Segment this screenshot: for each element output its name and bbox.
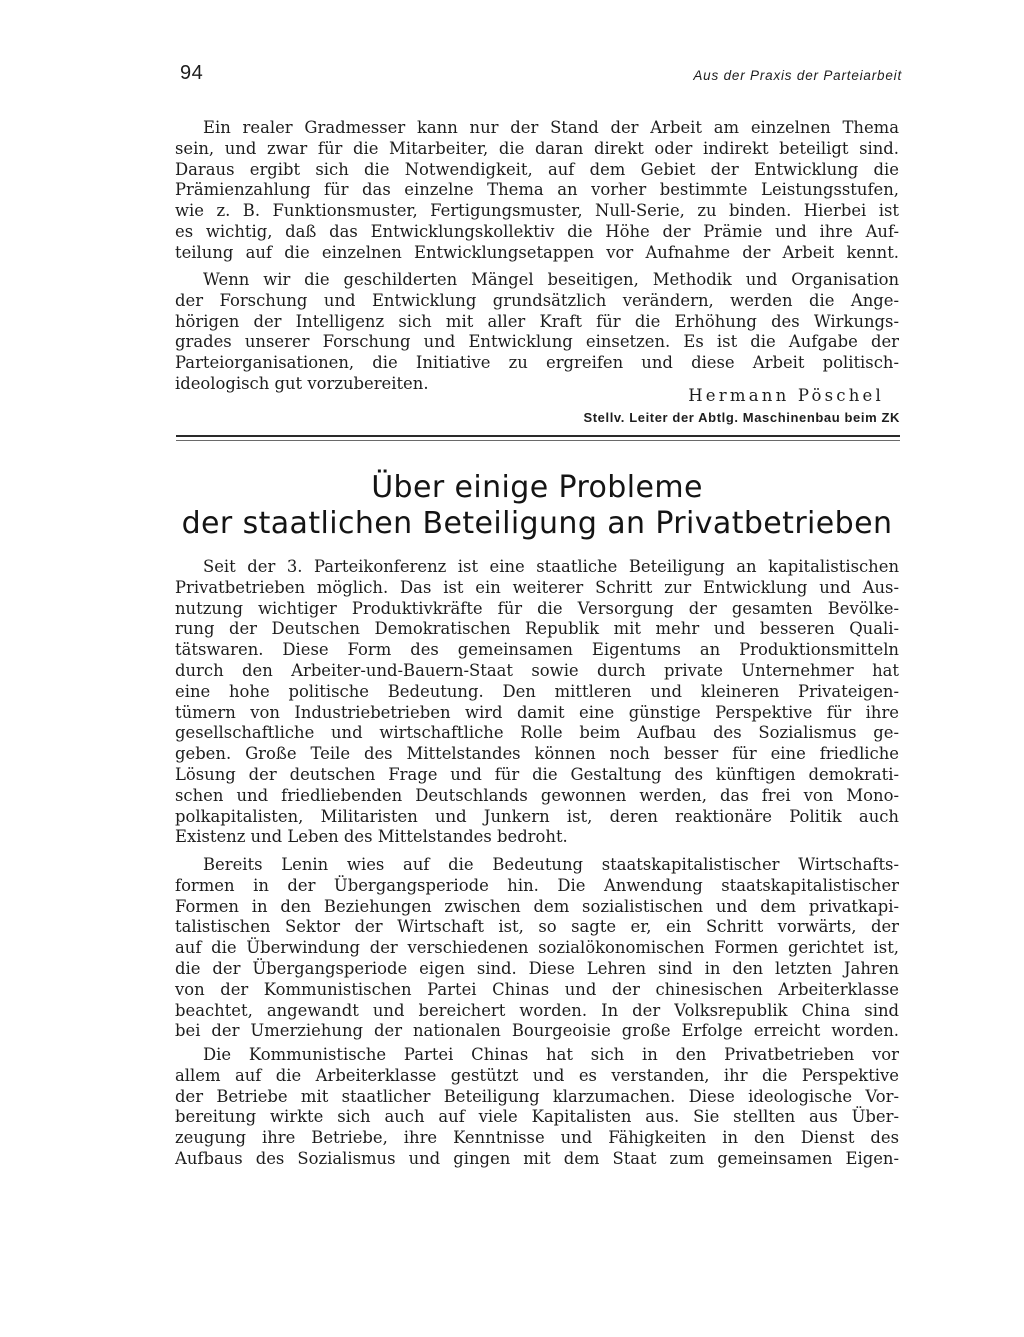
text-line: teilung auf die einzelnen Entwicklungsetappen vor Aufnahme der Arbeit kennt.	[175, 242, 899, 262]
article2-paragraph-3	[175, 1045, 899, 1170]
text-line: nutzung wichtiger Produktivkräfte für die Versorgung der gesamten Bevölke-	[175, 598, 899, 618]
text-line: die der Übergangsperiode eigen sind. Diese Lehren sind in den letzten Jahren	[175, 958, 899, 978]
text-line: der Forschung und Entwicklung grundsätzlich verändern, werden die Ange-	[175, 290, 899, 310]
text-line: Wenn wir die geschilderten Mängel beseitigen, Methodik und Organisation	[203, 270, 899, 289]
text-line: gesellschaftliche und wirtschaftliche Rolle beim Aufbau des Sozialismus ge-	[175, 723, 899, 743]
text-line: Formen in den Beziehungen zwischen dem sozialistischen und dem privatkapi-	[175, 896, 899, 916]
text-line: Seit der 3. Parteikonferenz ist eine staatliche Beteiligung an kapitalistischen	[203, 557, 899, 576]
text-line: zeugung ihre Betriebe, ihre Kenntnisse und Fähigkeiten in den Dienst des	[175, 1128, 899, 1148]
text-line: Prämienzahlung für das einzelne Thema an vorher bestimmte Leistungsstufen,	[175, 180, 899, 200]
text-line: grades unserer Forschung und Entwicklung einsetzen. Es ist die Aufgabe der	[175, 332, 899, 352]
text-line: tätswaren. Diese Form des gemeinsamen Eigentums an Produktionsmitteln	[175, 640, 899, 660]
text-line: allem auf die Arbeiterklasse gestützt und es verstanden, ihr die Perspektive	[175, 1065, 899, 1085]
text-line: Daraus ergibt sich die Notwendigkeit, auf dem Gebiet der Entwicklung die	[175, 159, 899, 179]
running-head: Aus der Praxis der Parteiarbeit	[693, 68, 902, 83]
text-line: polkapitalisten, Militaristen und Junkern ist, deren reaktionäre Politik auch	[175, 806, 899, 826]
article-title-line-2: der staatlichen Beteiligung an Privatbetrieben	[181, 506, 893, 541]
text-line: es wichtig, daß das Entwicklungskollektiv die Höhe der Prämie und ihre Auf-	[175, 221, 899, 241]
text-line: Die Kommunistische Partei Chinas hat sich in den Privatbetrieben vor	[203, 1045, 899, 1064]
article1-paragraph-2	[175, 270, 899, 395]
text-line: wie z. B. Funktionsmuster, Fertigungsmuster, Null-Serie, zu binden. Hierbei ist	[175, 201, 899, 221]
text-line: bei der Umerziehung der nationalen Bourgeoisie große Erfolge erreicht worden.	[175, 1021, 899, 1041]
text-line: ideologisch gut vorzubereiten.	[175, 373, 429, 393]
text-line: Lösung der deutschen Frage und für die Gestaltung des künftigen demokrati-	[175, 764, 899, 784]
text-line: Aufbaus des Sozialismus und gingen mit dem Staat zum gemeinsamen Eigen-	[175, 1148, 899, 1168]
text-line: talistischen Sektor der Wirtschaft ist, so sagte er, ein Schritt vorwärts, der	[175, 917, 899, 937]
text-line: Bereits Lenin wies auf die Bedeutung staatskapitalistischer Wirtschafts-	[203, 855, 899, 874]
text-line: Existenz und Leben des Mittelstandes bedroht.	[175, 827, 568, 847]
text-line: der Betriebe mit staatlicher Beteiligung klarzumachen. Diese ideologische Vor-	[175, 1086, 899, 1106]
text-line: sein, und zwar für die Mitarbeiter, die daran direkt oder indirekt beteiligt sind.	[175, 138, 899, 158]
text-line: durch den Arbeiter-und-Bauern-Staat sowie durch private Unternehmer hat	[175, 660, 899, 680]
text-line: auf die Überwindung der verschiedenen sozialökonomischen Formen gerichtet ist,	[175, 938, 899, 958]
text-line: bereitung wirkte sich auch auf viele Kapitalisten aus. Sie stellten aus Über-	[175, 1107, 899, 1127]
author-name: Hermann Pöschel	[688, 386, 884, 405]
text-line: rung der Deutschen Demokratischen Republik mit mehr und besseren Quali-	[175, 619, 899, 639]
section-divider	[176, 435, 900, 437]
text-line: geben. Große Teile des Mittelstandes können noch besser für eine friedliche	[175, 744, 899, 764]
text-line: formen in der Übergangsperiode hin. Die Anwendung staatskapitalistischer	[175, 875, 899, 895]
article1-paragraph-1	[175, 118, 899, 264]
page-number: 94	[180, 62, 204, 84]
text-line: eine hohe politische Bedeutung. Den mittleren und kleineren Privateigen-	[175, 681, 899, 701]
article2-paragraph-1	[175, 557, 899, 848]
text-line: tümern von Industriebetrieben wird damit eine günstige Perspektive für ihre	[175, 702, 899, 722]
text-line: von der Kommunistischen Partei Chinas und der chinesischen Arbeiterklasse	[175, 979, 899, 999]
text-line: schen und friedliebenden Deutschlands gewonnen werden, das frei von Mono-	[175, 785, 899, 805]
text-line: Privatbetrieben möglich. Das ist ein weiterer Schritt zur Entwicklung und Aus-	[175, 577, 899, 597]
text-line: Ein realer Gradmesser kann nur der Stand der Arbeit am einzelnen Thema	[203, 118, 899, 137]
section-divider-thin	[176, 440, 900, 441]
author-role: Stellv. Leiter der Abtlg. Maschinenbau beim ZK	[583, 410, 900, 425]
text-line: Parteiorganisationen, die Initiative zu ergreifen und diese Arbeit politisch-	[175, 353, 899, 373]
text-line: hörigen der Intelligenz sich mit aller Kraft für die Erhöhung des Wirkungs-	[175, 311, 899, 331]
text-line: beachtet, angewandt und bereichert worden. In der Volksrepublik China sind	[175, 1000, 899, 1020]
article-title-line-1: Über einige Probleme	[371, 470, 703, 505]
article2-paragraph-2	[175, 855, 899, 1042]
